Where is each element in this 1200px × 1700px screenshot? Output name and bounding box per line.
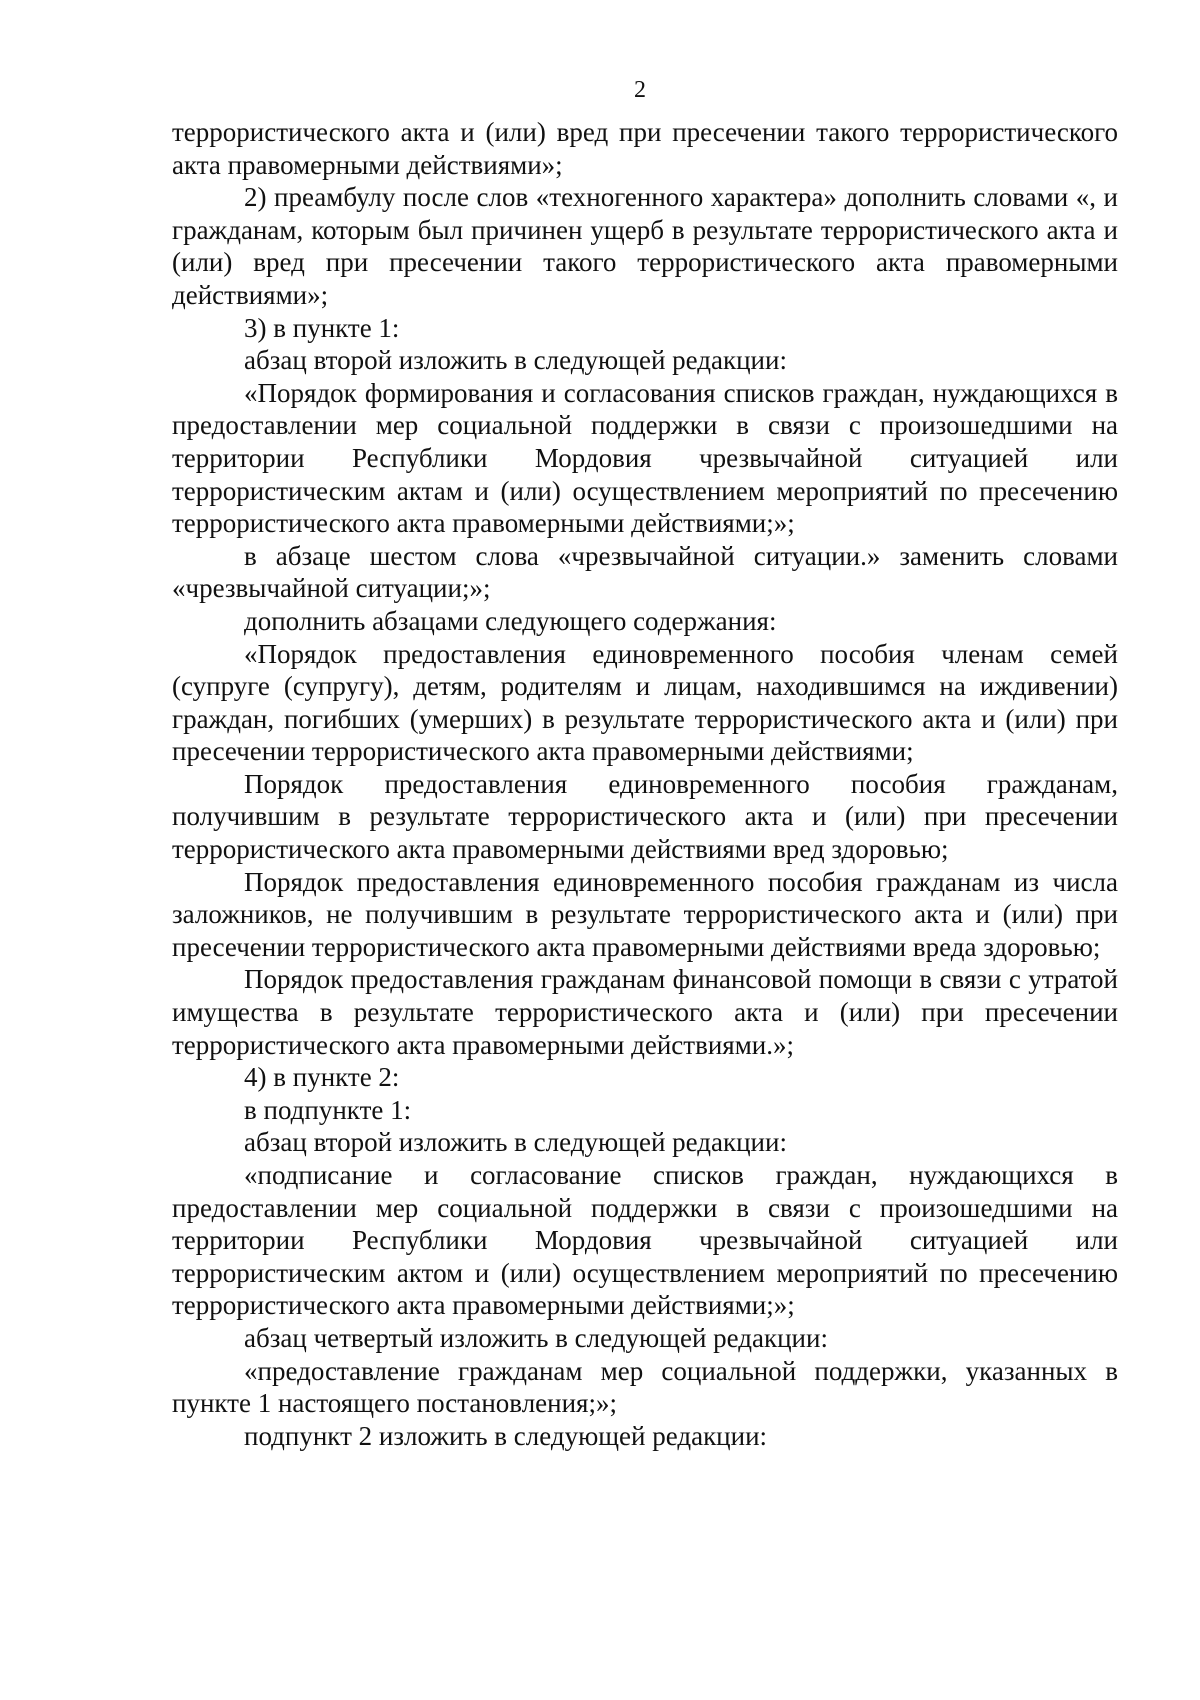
- paragraph: «Порядок предоставления единовременного пособия членам семей (супруге (супругу), детям, родителям и лицам, находившимся на иждивении) граждан, погибших (умерших) в результате террористического акта и (или) при пресечении террористического акта правомерными действиями;: [172, 638, 1118, 767]
- paragraph: «подписание и согласование списков граждан, нуждающихся в предоставлении мер социальной поддержки в связи с произошедшими на территории Республики Мордовия чрезвычайной ситуацией или террористическим актом и (или) осуществлением мероприятий по пресечению террористического акта правомерными действиями;»;: [172, 1160, 1118, 1321]
- paragraph: Порядок предоставления единовременного пособия гражданам из числа заложников, не получившим в результате террористического акта и (или) при пресечении террористического акта правомерными действиями вреда здоровью;: [172, 866, 1118, 962]
- paragraph: дополнить абзацами следующего содержания:: [244, 605, 777, 636]
- paragraph: подпункт 2 изложить в следующей редакции:: [244, 1420, 768, 1451]
- paragraph: 2) преамбулу после слов «техногенного характера» дополнить словами «, и гражданам, которым был причинен ущерб в результате террористического акта и (или) вред при пресечении такого террористического акта правомерными действиями»;: [172, 182, 1118, 310]
- paragraph: 4) в пункте 2:: [244, 1062, 400, 1093]
- paragraph: абзац второй изложить в следующей редакции:: [244, 345, 787, 376]
- document-body: [172, 116, 1118, 1452]
- paragraph: в абзаце шестом слова «чрезвычайной ситуации.» заменить словами «чрезвычайной ситуации;»;: [172, 540, 1118, 604]
- paragraph: 3) в пункте 1:: [244, 312, 400, 343]
- paragraph: в подпункте 1:: [244, 1094, 412, 1125]
- paragraph: «предоставление гражданам мер социальной поддержки, указанных в пункте 1 настоящего постановления;»;: [172, 1355, 1118, 1419]
- paragraph: террористического акта и (или) вред при пресечении такого террористического акта правомерными действиями»;: [172, 117, 1118, 180]
- paragraph: Порядок предоставления гражданам финансовой помощи в связи с утратой имущества в результате террористического акта и (или) при пресечении террористического акта правомерными действиями.»;: [172, 964, 1118, 1060]
- paragraph: абзац второй изложить в следующей редакции:: [244, 1127, 787, 1158]
- paragraph: Порядок предоставления единовременного пособия гражданам, получившим в результате террористического акта и (или) при пресечении террористического акта правомерными действиями вред здоровью;: [172, 768, 1118, 865]
- paragraph: абзац четвертый изложить в следующей редакции:: [244, 1322, 828, 1353]
- page-number: 2: [634, 77, 646, 103]
- paragraph: «Порядок формирования и согласования списков граждан, нуждающихся в предоставлении мер социальной поддержки в связи с произошедшими на территории Республики Мордовия чрезвычайной ситуацией или террористическим актам и (или) осуществлением мероприятий по пресечению террористического акта правомерными действиями;»;: [172, 377, 1118, 539]
